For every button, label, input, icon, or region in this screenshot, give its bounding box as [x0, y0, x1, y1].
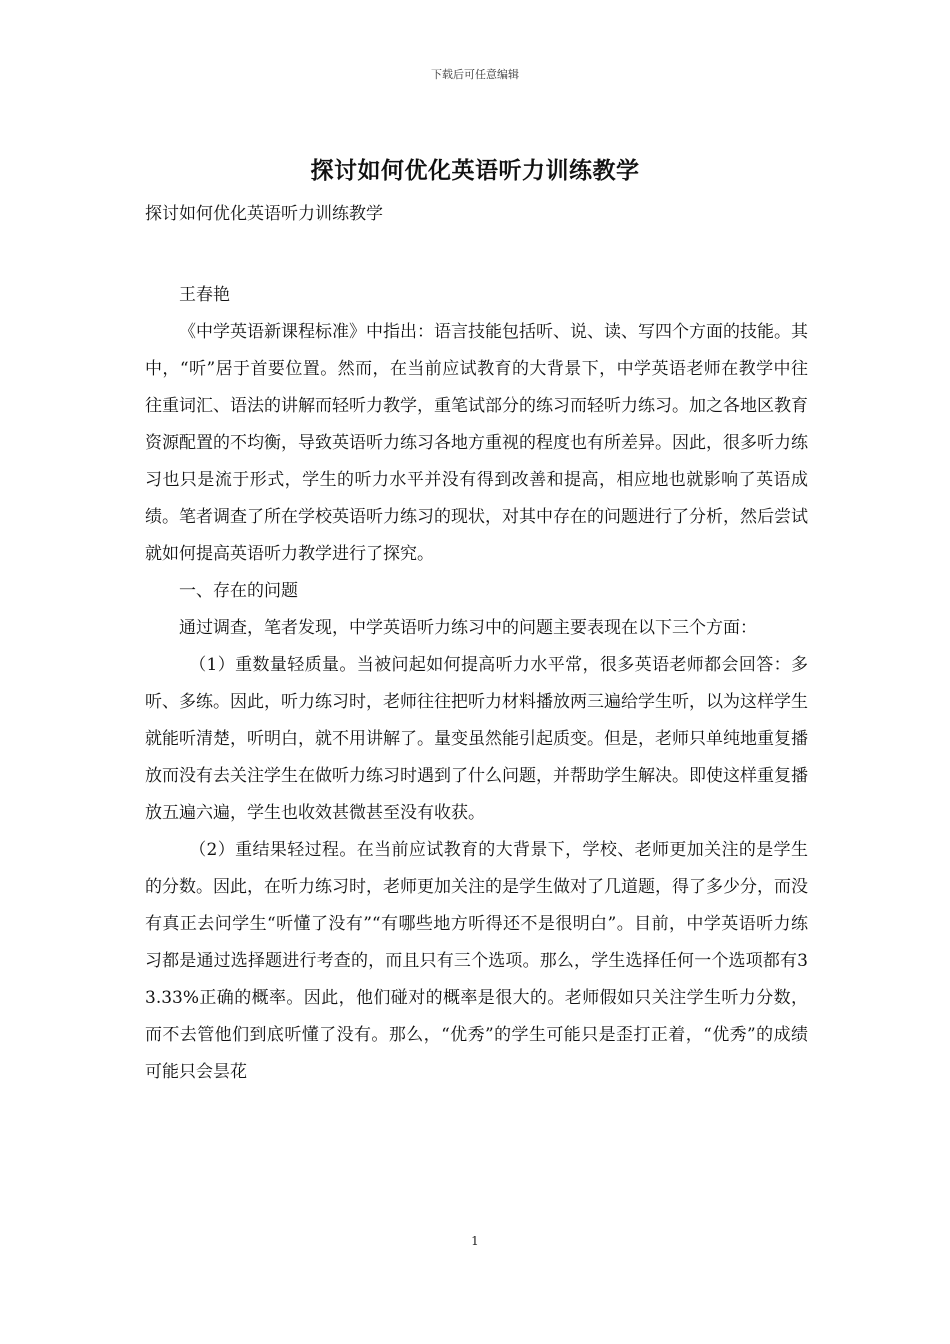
page-number: 1 — [471, 1234, 479, 1248]
author-name: 王春艳 — [179, 285, 230, 305]
document-body — [145, 196, 808, 1091]
document-subtitle: 探讨如何优化英语听力训练教学 — [145, 204, 383, 224]
blank-line — [145, 233, 808, 277]
list-item: （2）重结果轻过程。在当前应试教育的大背景下，学校、老师更加关注的是学生的分数。因此，在听力练习时，老师更加关注的是学生做对了几道题，得了多少分，而没有真正去问学生“听懂了没有”“有哪些地方听得还不是很明白”。目前，中学英语听力练习都是通过选择题进行考查的，而且只有三个选项。那么，学生选择任何一个选项都有33.33%正确的概率。因此，他们碰对的概率是很大的。老师假如只关注学生听力分数，而不去管他们到底听懂了没有。那么，“优秀”的学生可能只是歪打正着，“优秀”的成绩可能只会昙花 — [145, 840, 808, 1082]
document-title: 探讨如何优化英语听力训练教学 — [310, 157, 640, 184]
body-paragraph: 通过调查，笔者发现，中学英语听力练习中的问题主要表现在以下三个方面： — [179, 618, 757, 638]
header-note: 下载后可任意编辑 — [431, 68, 519, 81]
list-item: （1）重数量轻质量。当被问起如何提高听力水平常，很多英语老师都会回答：多听、多练。因此，听力练习时，老师往往把听力材料播放两三遍给学生听，以为这样学生就能听清楚，听明白，就不用讲解了。量变虽然能引起质变。但是，老师只单纯地重复播放而没有去关注学生在做听力练习时遇到了什么问题，并帮助学生解决。即使这样重复播放五遍六遍，学生也收效甚微甚至没有收获。 — [145, 655, 808, 823]
section-heading: 一、存在的问题 — [179, 581, 298, 601]
body-paragraph: 《中学英语新课程标准》中指出：语言技能包括听、说、读、写四个方面的技能。其中，“听”居于首要位置。然而，在当前应试教育的大背景下，中学英语老师在教学中往往重词汇、语法的讲解而轻听力教学，重笔试部分的练习而轻听力练习。加之各地区教育资源配置的不均衡，导致英语听力练习各地方重视的程度也有所差异。因此，很多听力练习也只是流于形式，学生的听力水平并没有得到改善和提高，相应地也就影响了英语成绩。笔者调查了所在学校英语听力练习的现状，对其中存在的问题进行了分析，然后尝试就如何提高英语听力教学进行了探究。 — [145, 322, 808, 564]
